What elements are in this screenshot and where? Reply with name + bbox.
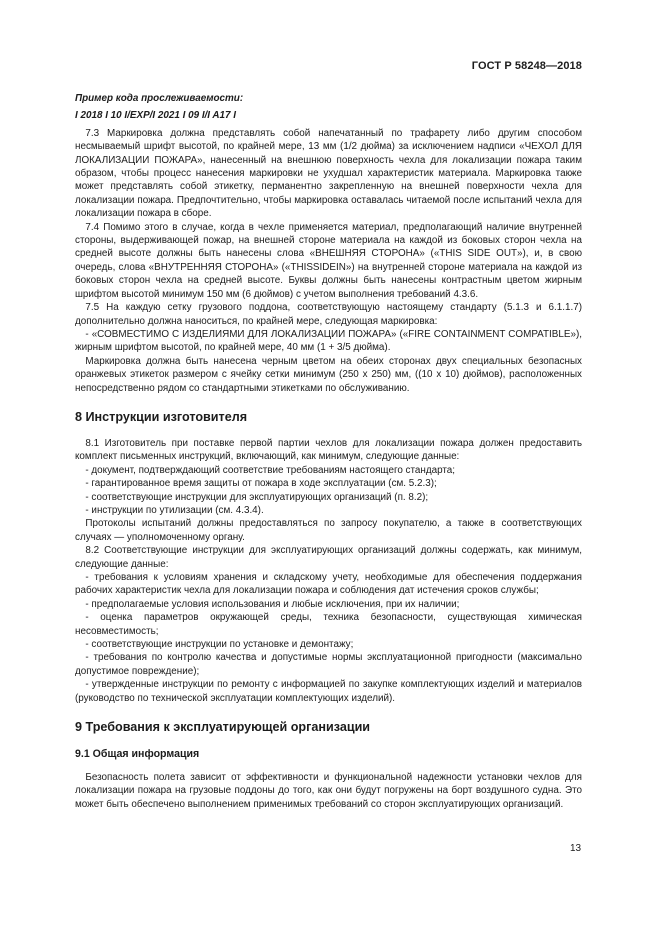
- paragraph-8-1-tail: Протоколы испытаний должны предоставляться по запросу покупателю, а также в соответствующих случаях — уполномоченному органу.: [75, 518, 582, 543]
- paragraph-7-3: 7.3 Маркировка должна представлять собой напечатанный по трафарету либо другим способом несмываемый шрифт высотой, по крайней мере, 13 мм (1/2 дюйма) за исключением надписи «ЧЕХОЛ ДЛЯ ЛОКАЛИЗАЦИИ ПОЖАРА», нанесенный на внешнюю поверхность чехла для локализации пожара таким образом, чтобы процесс нанесения маркировки не ухудшал характеристик материала. Маркировка также может представлять собой этикетку, перманентно закрепленную на внешней поверхности чехла для локализации пожара. Предпочтительно, чтобы маркировка оставалась читаемой после испытаний чехла для локализации пожара в сборе.: [75, 127, 582, 220]
- list-item: - утвержденные инструкции по ремонту с информацией по закупке комплектующих изделий и материалов (руководство по технической эксплуатации комплектующих изделий).: [75, 679, 582, 704]
- example-title: Пример кода прослеживаемости:: [75, 93, 244, 104]
- list-item: - оценка параметров окружающей среды, техника безопасности, существующая химическая несовместимость;: [75, 612, 582, 637]
- list-item: - инструкции по утилизации (см. 4.3.4).: [85, 504, 264, 516]
- paragraph-7-5-tail: Маркировка должна быть нанесена черным цветом на обеих сторонах двух специальных безопасных оранжевых этикеток размером с ячейку сетки минимум (250 х 250) мм, ((10 х 10) дюймов), расположенных непосредственно рядом со стандартными этикетками по обслуживанию.: [75, 355, 582, 394]
- paragraph-7-4: 7.4 Помимо этого в случае, когда в чехле применяется материал, предполагающий наличие внутренней стороны, выдерживающей пожар, на внешней стороне материала на каждой из боковых сторон чехла на средней высоте должны быть нанесены слова «ВНЕШНЯЯ СТОРОНА» («THIS SIDE OUT»), и, в свою очередь, слова «ВНУТРЕННЯЯ СТОРОНА» («THISSIDEIN») на внутренней стороне материала на каждой из боковых сторон чехла на средней высоте. Буквы должны быть нанесены контрастным цветом жирным шрифтом высотой минимум 150 мм (6 дюймов) с учетом выполнения требований 4.3.6.: [75, 221, 582, 300]
- paragraph-7-5-item: - «СОВМЕСТИМО С ИЗДЕЛИЯМИ ДЛЯ ЛОКАЛИЗАЦИИ ПОЖАРА» («FIRE CONTAINMENT COMPATIBLE»), жирным шрифтом высотой, по крайней мере, 40 мм (1 + 3/5 дюйма).: [75, 328, 582, 354]
- list-item: - документ, подтверждающий соответствие требованиям настоящего стандарта;: [85, 464, 456, 476]
- example-code: I 2018 I 10 I/EXP/I 2021 I 09 I/I A17 I: [75, 110, 237, 122]
- paragraph-8-2: 8.2 Соответствующие инструкции для эксплуатирующих организаций должны содержать, как минимум, следующие данные:: [75, 545, 582, 570]
- subsection-9-1-heading: 9.1 Общая информация: [75, 748, 200, 761]
- page-content: [75, 92, 582, 811]
- list-item: - требования к условиям хранения и складскому учету, необходимые для обеспечения поддержания рабочих характеристик чехла для локализации пожара и соблюдения дат истечения сроков службы;: [75, 572, 582, 597]
- paragraph-7-5: 7.5 На каждую сетку грузового поддона, соответствующую настоящему стандарту (5.1.3 и 6.1.1.7) дополнительно должна наноситься, по крайней мере, следующая маркировка:: [75, 302, 582, 327]
- paragraph-9-1: Безопасность полета зависит от эффективности и функциональной надежности установки чехлов для локализации пожара на грузовые поддоны до того, как они будут погружены на борт воздушного судна. Это может быть обеспечено выполнением применимых требований со сторон эксплуатирующих организаций.: [75, 772, 582, 810]
- list-item: - гарантированное время защиты от пожара в ходе эксплуатации (см. 5.2.3);: [85, 478, 437, 490]
- document-header: ГОСТ Р 58248—2018: [471, 60, 582, 72]
- list-item: - соответствующие инструкции для эксплуатирующих организаций (п. 8.2);: [85, 491, 429, 503]
- section-9-heading: 9 Требования к эксплуатирующей организации: [75, 720, 371, 735]
- section-8-heading: 8 Инструкции изготовителя: [75, 409, 248, 424]
- paragraph-8-1: 8.1 Изготовитель при поставке первой партии чехлов для локализации пожара должен предоставить комплект письменных инструкций, включающий, как минимум, следующие данные:: [75, 437, 582, 463]
- list-item: - соответствующие инструкции по установке и демонтажу;: [85, 639, 354, 651]
- list-item: - требования по контролю качества и допустимые нормы эксплуатационной пригодности (максимально допустимое повреждение);: [75, 652, 582, 677]
- list-item: - предполагаемые условия использования и любые исключения, при их наличии;: [85, 598, 460, 610]
- page-number: 13: [570, 843, 582, 854]
